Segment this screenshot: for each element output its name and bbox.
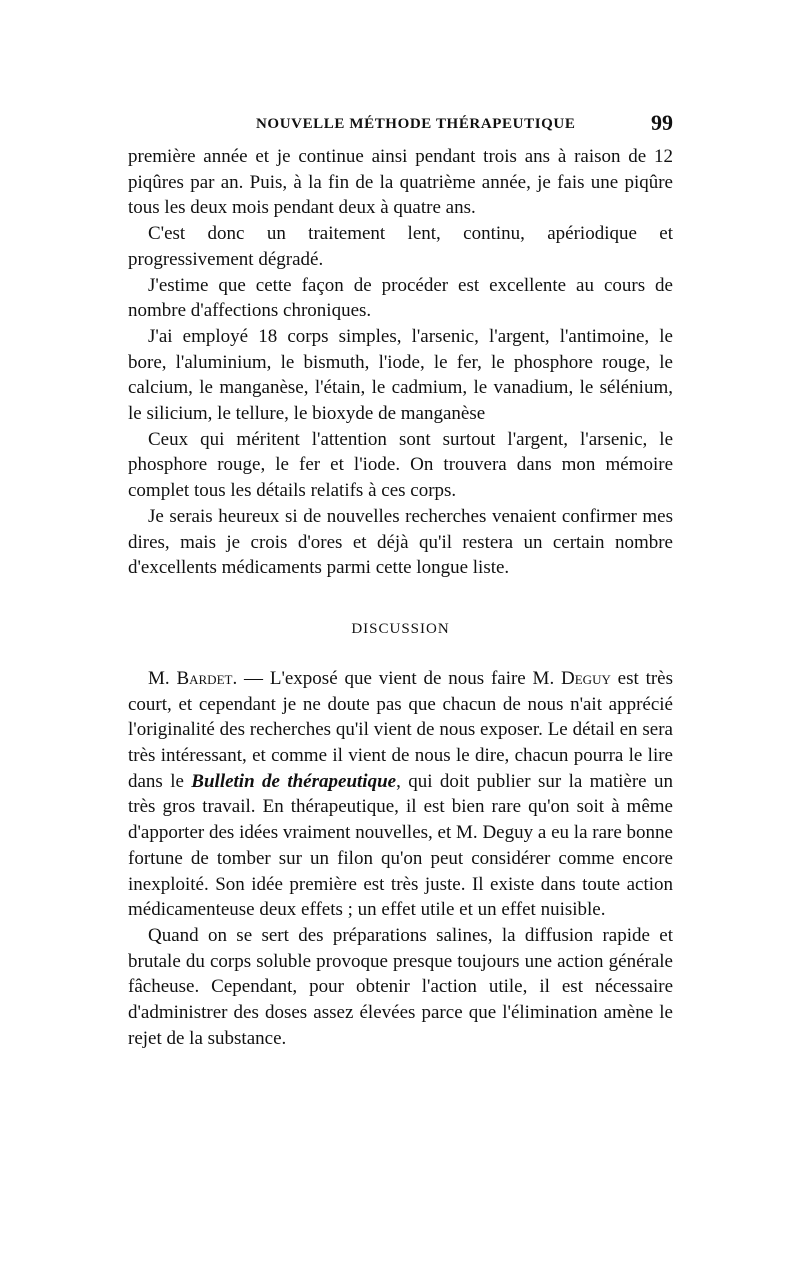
discussion-paragraph-2: Quand on se sert des préparations salines, la diffusion rapide et brutale du corps soluble provoque presque toujours une action générale fâcheuse. Cependant, pour obtenir l'action utile, il est nécessaire d'administrer des doses assez élevées parce que l'élimination amène le rejet de la substance.	[128, 924, 673, 1049]
cited-name: Deguy	[561, 667, 611, 689]
discussion-text-c: , qui doit publier sur la matière un très gros travail. En thérapeutique, il est bien rare qu'on soit à même d'apporter des idées vraiment nouvelles, et M. Deguy a eu la rare bonne fortune de tomber sur un filon qu'on peut considérer comme encore inexploité. Son idée première est très juste. Il existe dans toute action médicamenteuse deux effets ; un effet utile et un effet nuisible.	[128, 770, 673, 921]
paragraph-noteworthy: Ceux qui méritent l'attention sont surtout l'argent, l'arsenic, le phosphore rouge, le fer et l'iode. On trouvera dans mon mémoire complet tous les détails relatifs à ces corps.	[128, 428, 673, 502]
running-title: NOUVELLE MÉTHODE THÉRAPEUTIQUE	[256, 116, 576, 132]
page-number: 99	[651, 110, 673, 135]
paragraph-estimate: J'estime que cette façon de procéder est excellente au cours de nombre d'affections chroniques.	[128, 274, 673, 322]
discussion-text-b: est très court, et cependant je ne doute pas que chacun de nous n'ait apprécié l'originalité des recherches qu'il vient de nous exposer. Le détail en sera très intéressant, et comme il vient de nous le dire, chacun pourra le lire dans le	[128, 667, 674, 792]
paragraph-elements-list: J'ai employé 18 corps simples, l'arsenic, l'argent, l'antimoine, le bore, l'aluminium, le bismuth, l'iode, le fer, le phosphore rouge, le calcium, le manganèse, l'étain, le cadmium, le vanadium, le sélénium, le silicium, le tellure, le bioxyde de manganèse	[128, 325, 673, 425]
journal-title: Bulletin de thérapeutique	[191, 770, 397, 792]
paragraph-treatment: C'est donc un traitement lent, continu, apériodique et progressivement dégradé.	[128, 223, 673, 270]
running-header	[128, 110, 673, 144]
discussion-paragraph-1	[128, 666, 673, 923]
section-heading: DISCUSSION	[351, 620, 450, 637]
discussion-text-a: L'exposé que vient de nous faire M.	[269, 667, 562, 689]
speaker-dash: —	[237, 667, 270, 689]
speaker-name: M. Bardet.	[148, 667, 238, 689]
paragraph-continuation: première année et je continue ainsi pendant trois ans à raison de 12 piqûres par an. Puis, à la fin de la quatrième année, je fais une piqûre tous les deux mois pendant deux à quatre ans.	[128, 146, 673, 219]
book-page	[128, 110, 673, 1052]
paragraph-conclusion: Je serais heureux si de nouvelles recherches venaient confirmer mes dires, mais je crois d'ores et déjà qu'il restera un certain nombre d'excellents médicaments parmi cette longue liste.	[128, 505, 673, 579]
